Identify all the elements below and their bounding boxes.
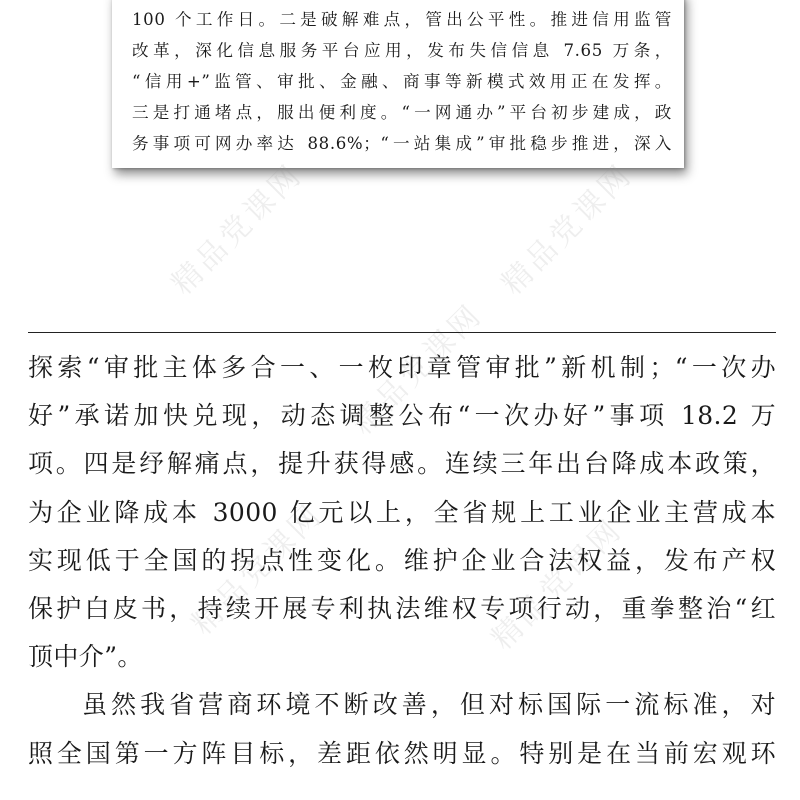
document-card (112, 0, 684, 168)
watermark: 精品党课网 (344, 296, 490, 442)
text-line: 照全国第一方阵目标，差距依然明显。特别是在当前宏观环 (28, 738, 776, 768)
card-line: 三是打通堵点，服出便利度。“一网通办”平台初步建成，政 (132, 103, 672, 122)
text-line: 项。四是纾解痛点，提升获得感。连续三年出台降成本政策， (28, 449, 776, 479)
section-divider (28, 332, 776, 333)
text-line: 保护白皮书，持续开展专利执法维权专项行动，重拳整治“红 (28, 593, 776, 623)
card-line: 务事项可网办率达 88.6%；“一站集成”审批稳步推进，深入 (132, 134, 672, 153)
watermark: 精品党课网 (494, 156, 640, 302)
card-text (132, 0, 672, 159)
text-line: 虽然我省营商环境不断改善，但对标国际一流标准，对 (82, 690, 776, 720)
text-line: 实现低于全国的拐点性变化。维护企业合法权益，发布产权 (28, 545, 776, 575)
watermark: 精品党课网 (184, 496, 330, 642)
body-text (28, 344, 776, 778)
watermark: 精品党课网 (164, 156, 310, 302)
card-line: 100 个工作日。二是破解难点，管出公平性。推进信用监管 (132, 10, 672, 29)
text-line: 探索“审批主体多合一、一枚印章管审批”新机制；“一次办 (28, 353, 776, 382)
text-line: 顶中介”。 (28, 642, 143, 672)
card-line: “信用+”监管、审批、金融、商事等新模式效用正在发挥。 (132, 72, 672, 91)
card-line: 改革，深化信息服务平台应用，发布失信信息 7.65 万条， (132, 41, 672, 60)
text-line: 为企业降成本 3000 亿元以上，全省规上工业企业主营成本 (28, 497, 776, 527)
text-line: 好”承诺加快兑现，动态调整公布“一次办好”事项 18.2 万 (28, 401, 776, 431)
watermark: 精品党课网 (484, 511, 630, 657)
